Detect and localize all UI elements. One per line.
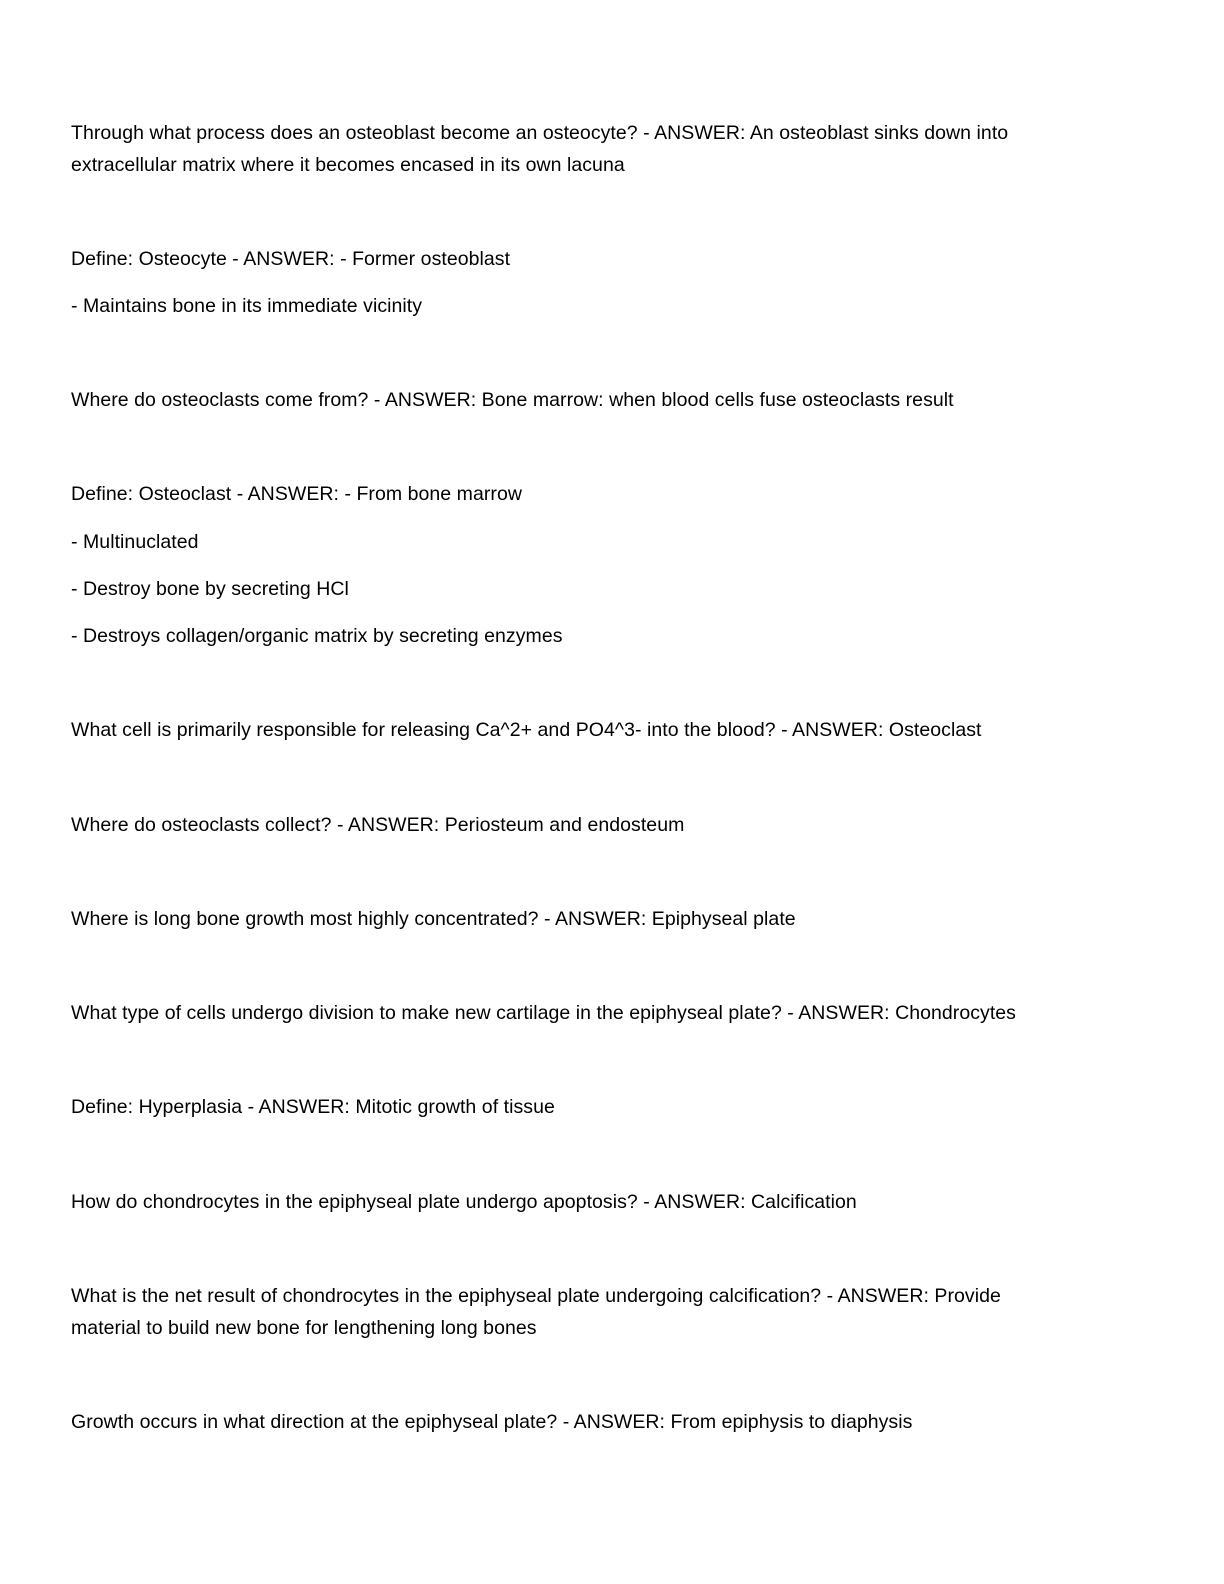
qa-osteocyte-definition: Define: Osteocyte - ANSWER: - Former osteoblast [71,248,511,270]
qa-calcification-result-line-1: What is the net result of chondrocytes in the epiphyseal plate undergoing calcification? - ANSWER: Provide [71,1285,1001,1307]
qa-growth-direction: Growth occurs in what direction at the epiphyseal plate? - ANSWER: From epiphysis to diaphysis [71,1411,913,1433]
qa-osteoclast-bullet-3: - Destroys collagen/organic matrix by secreting enzymes [71,625,563,647]
qa-osteoclast-bullet-2: - Destroy bone by secreting HCl [71,578,349,600]
qa-osteoblast-to-osteocyte-line-2: extracellular matrix where it becomes encased in its own lacuna [71,154,625,176]
qa-osteoclast-collect: Where do osteoclasts collect? - ANSWER: Periosteum and endosteum [71,814,685,836]
qa-osteoclast-bullet-1: - Multinuclated [71,531,199,553]
qa-calcium-release: What cell is primarily responsible for releasing Ca^2+ and PO4^3- into the blood? - ANSWER: Osteoclast [71,719,982,741]
qa-cartilage-cells: What type of cells undergo division to make new cartilage in the epiphyseal plate? - ANSWER: Chondrocytes [71,1002,1016,1024]
qa-osteoblast-to-osteocyte-line-1: Through what process does an osteoblast become an osteocyte? - ANSWER: An osteoblast sinks down into [71,122,1009,144]
qa-osteocyte-bullet: - Maintains bone in its immediate vicinity [71,295,423,317]
qa-chondrocyte-apoptosis: How do chondrocytes in the epiphyseal plate undergo apoptosis? - ANSWER: Calcification [71,1191,857,1213]
qa-osteoclast-definition: Define: Osteoclast - ANSWER: - From bone marrow [71,483,522,505]
qa-calcification-result-line-2: material to build new bone for lengthening long bones [71,1317,537,1339]
qa-hyperplasia: Define: Hyperplasia - ANSWER: Mitotic growth of tissue [71,1096,555,1118]
qa-osteoclast-origin: Where do osteoclasts come from? - ANSWER: Bone marrow: when blood cells fuse osteoclasts result [71,389,954,411]
qa-long-bone-growth: Where is long bone growth most highly concentrated? - ANSWER: Epiphyseal plate [71,908,796,930]
